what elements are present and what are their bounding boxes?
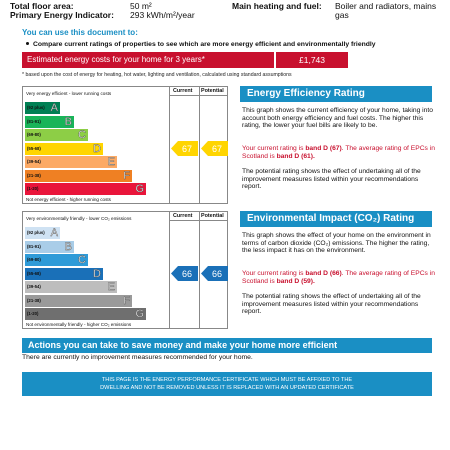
- band-range: (81-91): [27, 243, 41, 249]
- impact-band-a: [25, 227, 60, 239]
- impact-p2-pre: Your current rating is: [242, 270, 306, 277]
- chart-divider: [169, 87, 170, 203]
- impact-para-1: This graph shows the effect of your home on the environment in terms of carbon dioxide (CO₂) emissions. The higher the rating, the less impact it has on the environment.: [242, 232, 431, 255]
- band-range: (92 plus): [27, 230, 45, 235]
- efficiency-p2-pre: Your current rating is: [242, 145, 306, 152]
- impact-average-band: band D (59).: [276, 277, 315, 285]
- cost-footnote: * based upon the cost of energy for heating, hot water, lighting and ventilation, calculated using standard assumptions: [22, 72, 292, 78]
- actions-title: Actions you can take to save money and make your home more efficient: [22, 338, 432, 353]
- band-letter: F: [123, 169, 130, 182]
- efficiency-band-b: [25, 116, 74, 128]
- band-range: (21-38): [27, 172, 41, 178]
- band-range: (39-54): [27, 159, 41, 164]
- energy-cost-bar: [22, 52, 348, 68]
- efficiency-band-g: [25, 183, 146, 195]
- band-range: (69-80): [27, 257, 41, 262]
- band-letter: C: [78, 254, 86, 266]
- band-letter: D: [93, 142, 101, 155]
- heating-value: Boiler and radiators, mains gas: [335, 1, 437, 20]
- potential-header: Potential: [201, 213, 224, 219]
- band-bar: [25, 295, 132, 307]
- use-doc-bullet-text: Compare current ratings of properties to see which are more energy efficient and environmentally friendly: [33, 41, 376, 48]
- energy-efficiency-chart: [22, 86, 228, 204]
- band-letter: B: [64, 115, 72, 128]
- chart-divider: [199, 87, 200, 203]
- band-letter: G: [135, 308, 144, 320]
- notice-line-1: THIS PAGE IS THE ENERGY PERFORMANCE CERTIFICATE WHICH MUST BE AFFIXED TO THE: [101, 377, 353, 383]
- energy-indicator-label: Primary Energy Indicator:: [10, 10, 114, 20]
- band-range: (21-38): [27, 297, 41, 303]
- potential-rating-marker: [201, 266, 229, 281]
- floor-area-value: 50 m²: [130, 1, 152, 11]
- potential-rating-value: 67: [211, 144, 223, 154]
- chart-bottom-note: Not environmentally friendly - higher CO₂ emissions: [26, 322, 132, 327]
- floor-area-label: Total floor area:: [10, 1, 74, 11]
- band-range: (92 plus): [27, 105, 45, 110]
- band-range: (39-54): [27, 284, 41, 289]
- notice-line-2: DWELLING AND NOT BE REMOVED UNLESS IT IS REPLACED WITH AN UPDATED CERTIFICATE: [100, 385, 354, 391]
- band-letter: D: [93, 267, 101, 280]
- efficiency-p2-mid: . The average rating of EPCs in Scotland is: [242, 145, 435, 160]
- efficiency-current-band: band D (67): [305, 145, 342, 152]
- band-letter: E: [107, 156, 115, 168]
- impact-title: Environmental Impact (CO₂) Rating: [240, 211, 432, 227]
- efficiency-para-2: [242, 145, 437, 160]
- current-rating-marker: [171, 266, 199, 281]
- band-letter: E: [107, 281, 115, 293]
- chart-top-note: Very environmentally friendly - lower CO₂ emissions: [26, 216, 132, 221]
- efficiency-band-c: [25, 129, 88, 141]
- impact-band-e: [25, 281, 117, 293]
- band-bar: [25, 308, 146, 320]
- impact-p2-mid: . The average rating of EPCs in Scotland is: [242, 270, 435, 285]
- environmental-impact-chart: [22, 211, 228, 329]
- bullet-dot-icon: [26, 42, 29, 45]
- efficiency-band-d: [25, 143, 103, 155]
- energy-indicator-value: 293 kWh/m²/year: [130, 10, 195, 20]
- band-letter: A: [50, 227, 58, 239]
- chart-divider: [199, 212, 200, 328]
- heating-label: Main heating and fuel:: [232, 1, 322, 11]
- efficiency-title: Energy Efficiency Rating: [240, 86, 432, 102]
- efficiency-band-e: [25, 156, 117, 168]
- efficiency-para-1: This graph shows the current efficiency of your home, taking into account both energy efficiency and fuel costs. The higher this rating, the lower your fuel bills are likely to be.: [242, 107, 433, 130]
- potential-header: Potential: [201, 88, 224, 94]
- band-letter: C: [78, 129, 86, 141]
- no-improvements-text: There are currently no improvement measures recommended for your home.: [22, 354, 253, 361]
- current-rating-value: 66: [181, 269, 193, 279]
- impact-para-3: The potential rating shows the effect of undertaking all of the improvement measures listed within your recommendations report.: [242, 293, 421, 316]
- current-header: Current: [173, 213, 193, 219]
- impact-band-g: [25, 308, 146, 320]
- potential-rating-value: 66: [211, 269, 223, 279]
- band-letter: G: [135, 183, 144, 195]
- band-range: (1-20): [27, 186, 39, 191]
- impact-band-b: [25, 241, 74, 253]
- chart-bottom-note: Not energy efficient - higher running costs: [26, 197, 111, 202]
- current-rating-marker: [171, 141, 199, 156]
- use-doc-bullet: [22, 41, 376, 48]
- efficiency-band-a: [25, 102, 60, 114]
- band-range: (55-68): [27, 270, 41, 276]
- energy-cost-label: Estimated energy costs for your home for 3 years*: [22, 52, 274, 68]
- chart-top-note: Very energy efficient - lower running costs: [26, 91, 112, 96]
- impact-band-c: [25, 254, 88, 266]
- impact-band-f: [25, 295, 132, 307]
- band-range: (81-91): [27, 118, 41, 124]
- certificate-notice: [22, 372, 432, 396]
- band-range: (1-20): [27, 311, 39, 316]
- chart-header-line: [169, 220, 227, 221]
- efficiency-band-f: [25, 170, 132, 182]
- band-range: (69-80): [27, 132, 41, 137]
- use-doc-heading: You can use this document to:: [22, 28, 138, 37]
- current-rating-value: 67: [181, 144, 193, 154]
- band-bar: [25, 170, 132, 182]
- band-letter: A: [50, 102, 58, 114]
- band-range: (55-68): [27, 145, 41, 151]
- band-letter: F: [123, 294, 130, 307]
- impact-current-band: band D (66): [305, 270, 342, 277]
- efficiency-average-band: band D (61).: [276, 152, 315, 160]
- band-letter: B: [64, 240, 72, 253]
- energy-cost-value: £1,743: [274, 52, 348, 68]
- impact-para-2: [242, 270, 437, 285]
- chart-header-line: [169, 95, 227, 96]
- potential-rating-marker: [201, 141, 229, 156]
- impact-band-d: [25, 268, 103, 280]
- efficiency-para-3: The potential rating shows the effect of undertaking all of the improvement measures listed within your recommendations report.: [242, 168, 421, 191]
- current-header: Current: [173, 88, 193, 94]
- chart-divider: [169, 212, 170, 328]
- band-bar: [25, 183, 146, 195]
